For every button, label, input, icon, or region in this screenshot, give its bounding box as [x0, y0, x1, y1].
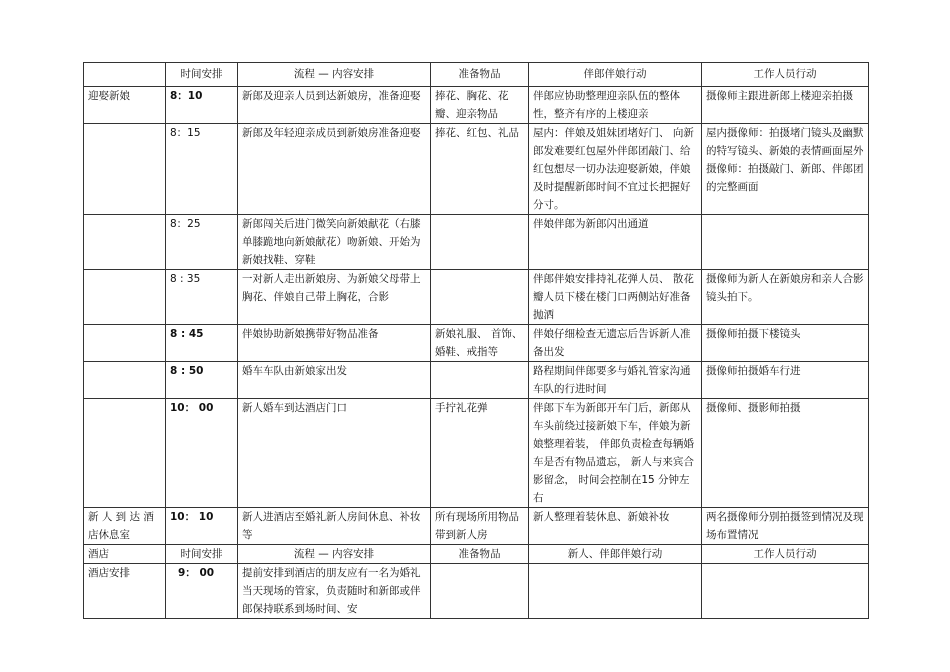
section-cell: 酒店安排 — [84, 564, 166, 619]
staff-cell: 两名摄像师分别拍摄签到情况及现场布置情况 — [702, 508, 869, 545]
header-cell-attendants: 伴郎伴娘行动 — [529, 63, 702, 87]
items-cell — [431, 215, 529, 270]
section-cell — [84, 215, 166, 270]
subheader-cell-staff: 工作人员行动 — [702, 545, 869, 564]
section-cell — [84, 362, 166, 399]
subheader-cell-time: 时间安排 — [166, 545, 238, 564]
table-row — [84, 362, 869, 399]
header-cell-content: 流程 — 内容安排 — [238, 63, 431, 87]
attendants-cell: 伴郎下车为新郎开车门后，新郎从车头前绕过接新娘下车，伴娘为新娘整理着装， 伴郎负责检查每辆婚车是否有物品遗忘， 新人与来宾合影留念， 时间会控制在15 分钟左右 — [529, 399, 702, 508]
table-row — [84, 508, 869, 545]
staff-cell: 摄像师、摄影师拍摄 — [702, 399, 869, 508]
table-row — [84, 87, 869, 124]
table-row — [84, 270, 869, 325]
time-cell: 8 : 50 — [166, 362, 238, 399]
section-cell — [84, 325, 166, 362]
staff-cell — [702, 215, 869, 270]
items-cell: 捧花、胸花、花瓣、迎亲物品 — [431, 87, 529, 124]
attendants-cell: 新人整理着装休息、新娘补妆 — [529, 508, 702, 545]
table-header-row — [84, 63, 869, 87]
content-cell: 伴娘协助新娘携带好物品准备 — [238, 325, 431, 362]
items-cell: 所有现场所用物品带到新人房 — [431, 508, 529, 545]
time-cell: 8：10 — [166, 87, 238, 124]
content-cell: 新人进酒店至婚礼新人房间休息、补妆等 — [238, 508, 431, 545]
items-cell: 捧花、红包、礼品 — [431, 124, 529, 215]
time-cell: 8 : 45 — [166, 325, 238, 362]
section-cell: 迎娶新娘 — [84, 87, 166, 124]
time-cell: 8 : 35 — [166, 270, 238, 325]
content-cell: 提前安排到酒店的朋友应有一名为婚礼当天现场的管家，负责随时和新郎或伴郎保持联系到场时间、安 — [238, 564, 431, 619]
header-cell-section — [84, 63, 166, 87]
attendants-cell: 伴娘仔细检查无遗忘后告诉新人准备出发 — [529, 325, 702, 362]
content-cell: 一对新人走出新娘房、为新娘父母带上胸花、伴娘自己带上胸花，合影 — [238, 270, 431, 325]
content-cell: 新郎及年轻迎亲成员到新娘房准备迎娶 — [238, 124, 431, 215]
header-cell-time: 时间安排 — [166, 63, 238, 87]
subheader-cell-attendants: 新人、伴郎伴娘行动 — [529, 545, 702, 564]
attendants-cell: 伴娘伴郎为新郎闪出通道 — [529, 215, 702, 270]
time-cell: 10： 10 — [166, 508, 238, 545]
items-cell: 新娘礼服、 首饰、婚鞋、戒指等 — [431, 325, 529, 362]
section-cell — [84, 270, 166, 325]
items-cell: 手拧礼花弹 — [431, 399, 529, 508]
attendants-cell: 屋内：伴娘及姐妹团堵好门、 向新郎发难要红包屋外伴郎团敲门、给红包想尽一切办法迎娶新娘，伴娘及时提醒新郎时间不宜过长把握好分寸。 — [529, 124, 702, 215]
staff-cell: 屋内摄像师：拍摄堵门镜头及幽默的特写镜头、新娘的表情画面屋外摄像师：拍摄敲门、新郎、伴郎团的完整画面 — [702, 124, 869, 215]
content-cell: 新郎闯关后进门微笑向新娘献花（右膝单膝跪地向新娘献花）吻新娘、开始为新娘找鞋、穿鞋 — [238, 215, 431, 270]
staff-cell: 摄像师为新人在新娘房和亲人合影镜头拍下。 — [702, 270, 869, 325]
content-cell: 新郎及迎亲人员到达新娘房，准备迎娶 — [238, 87, 431, 124]
table-row — [84, 325, 869, 362]
wedding-schedule-table — [83, 62, 869, 619]
staff-cell: 摄像师拍摄下楼镜头 — [702, 325, 869, 362]
table-row — [84, 564, 869, 619]
time-cell: 10： 00 — [166, 399, 238, 508]
items-cell — [431, 362, 529, 399]
attendants-cell: 伴郎应协助整理迎亲队伍的整体性，整齐有序的上楼迎亲 — [529, 87, 702, 124]
section-cell — [84, 399, 166, 508]
attendants-cell: 路程期间伴郎要多与婚礼管家沟通车队的行进时间 — [529, 362, 702, 399]
staff-cell: 摄像师拍摄婚车行进 — [702, 362, 869, 399]
time-cell: 8：25 — [166, 215, 238, 270]
subheader-cell-items: 准备物品 — [431, 545, 529, 564]
items-cell — [431, 270, 529, 325]
time-cell: 9： 00 — [166, 564, 238, 619]
content-cell: 新人婚车到达酒店门口 — [238, 399, 431, 508]
section-cell: 新 人 到 达 酒店休息室 — [84, 508, 166, 545]
header-cell-items: 准备物品 — [431, 63, 529, 87]
header-cell-staff: 工作人员行动 — [702, 63, 869, 87]
table-row — [84, 399, 869, 508]
items-cell — [431, 564, 529, 619]
staff-cell — [702, 564, 869, 619]
section-cell — [84, 124, 166, 215]
staff-cell: 摄像师主跟进新郎上楼迎亲拍摄 — [702, 87, 869, 124]
subheader-cell-content: 流程 — 内容安排 — [238, 545, 431, 564]
subheader-cell-section: 酒店 — [84, 545, 166, 564]
table-row — [84, 124, 869, 215]
content-cell: 婚车车队由新娘家出发 — [238, 362, 431, 399]
attendants-cell: 伴郎伴娘安排持礼花弹人员、 散花瓣人员下楼在楼门口两侧站好准备抛洒 — [529, 270, 702, 325]
table-row — [84, 215, 869, 270]
attendants-cell — [529, 564, 702, 619]
table-subheader-row — [84, 545, 869, 564]
time-cell: 8：15 — [166, 124, 238, 215]
